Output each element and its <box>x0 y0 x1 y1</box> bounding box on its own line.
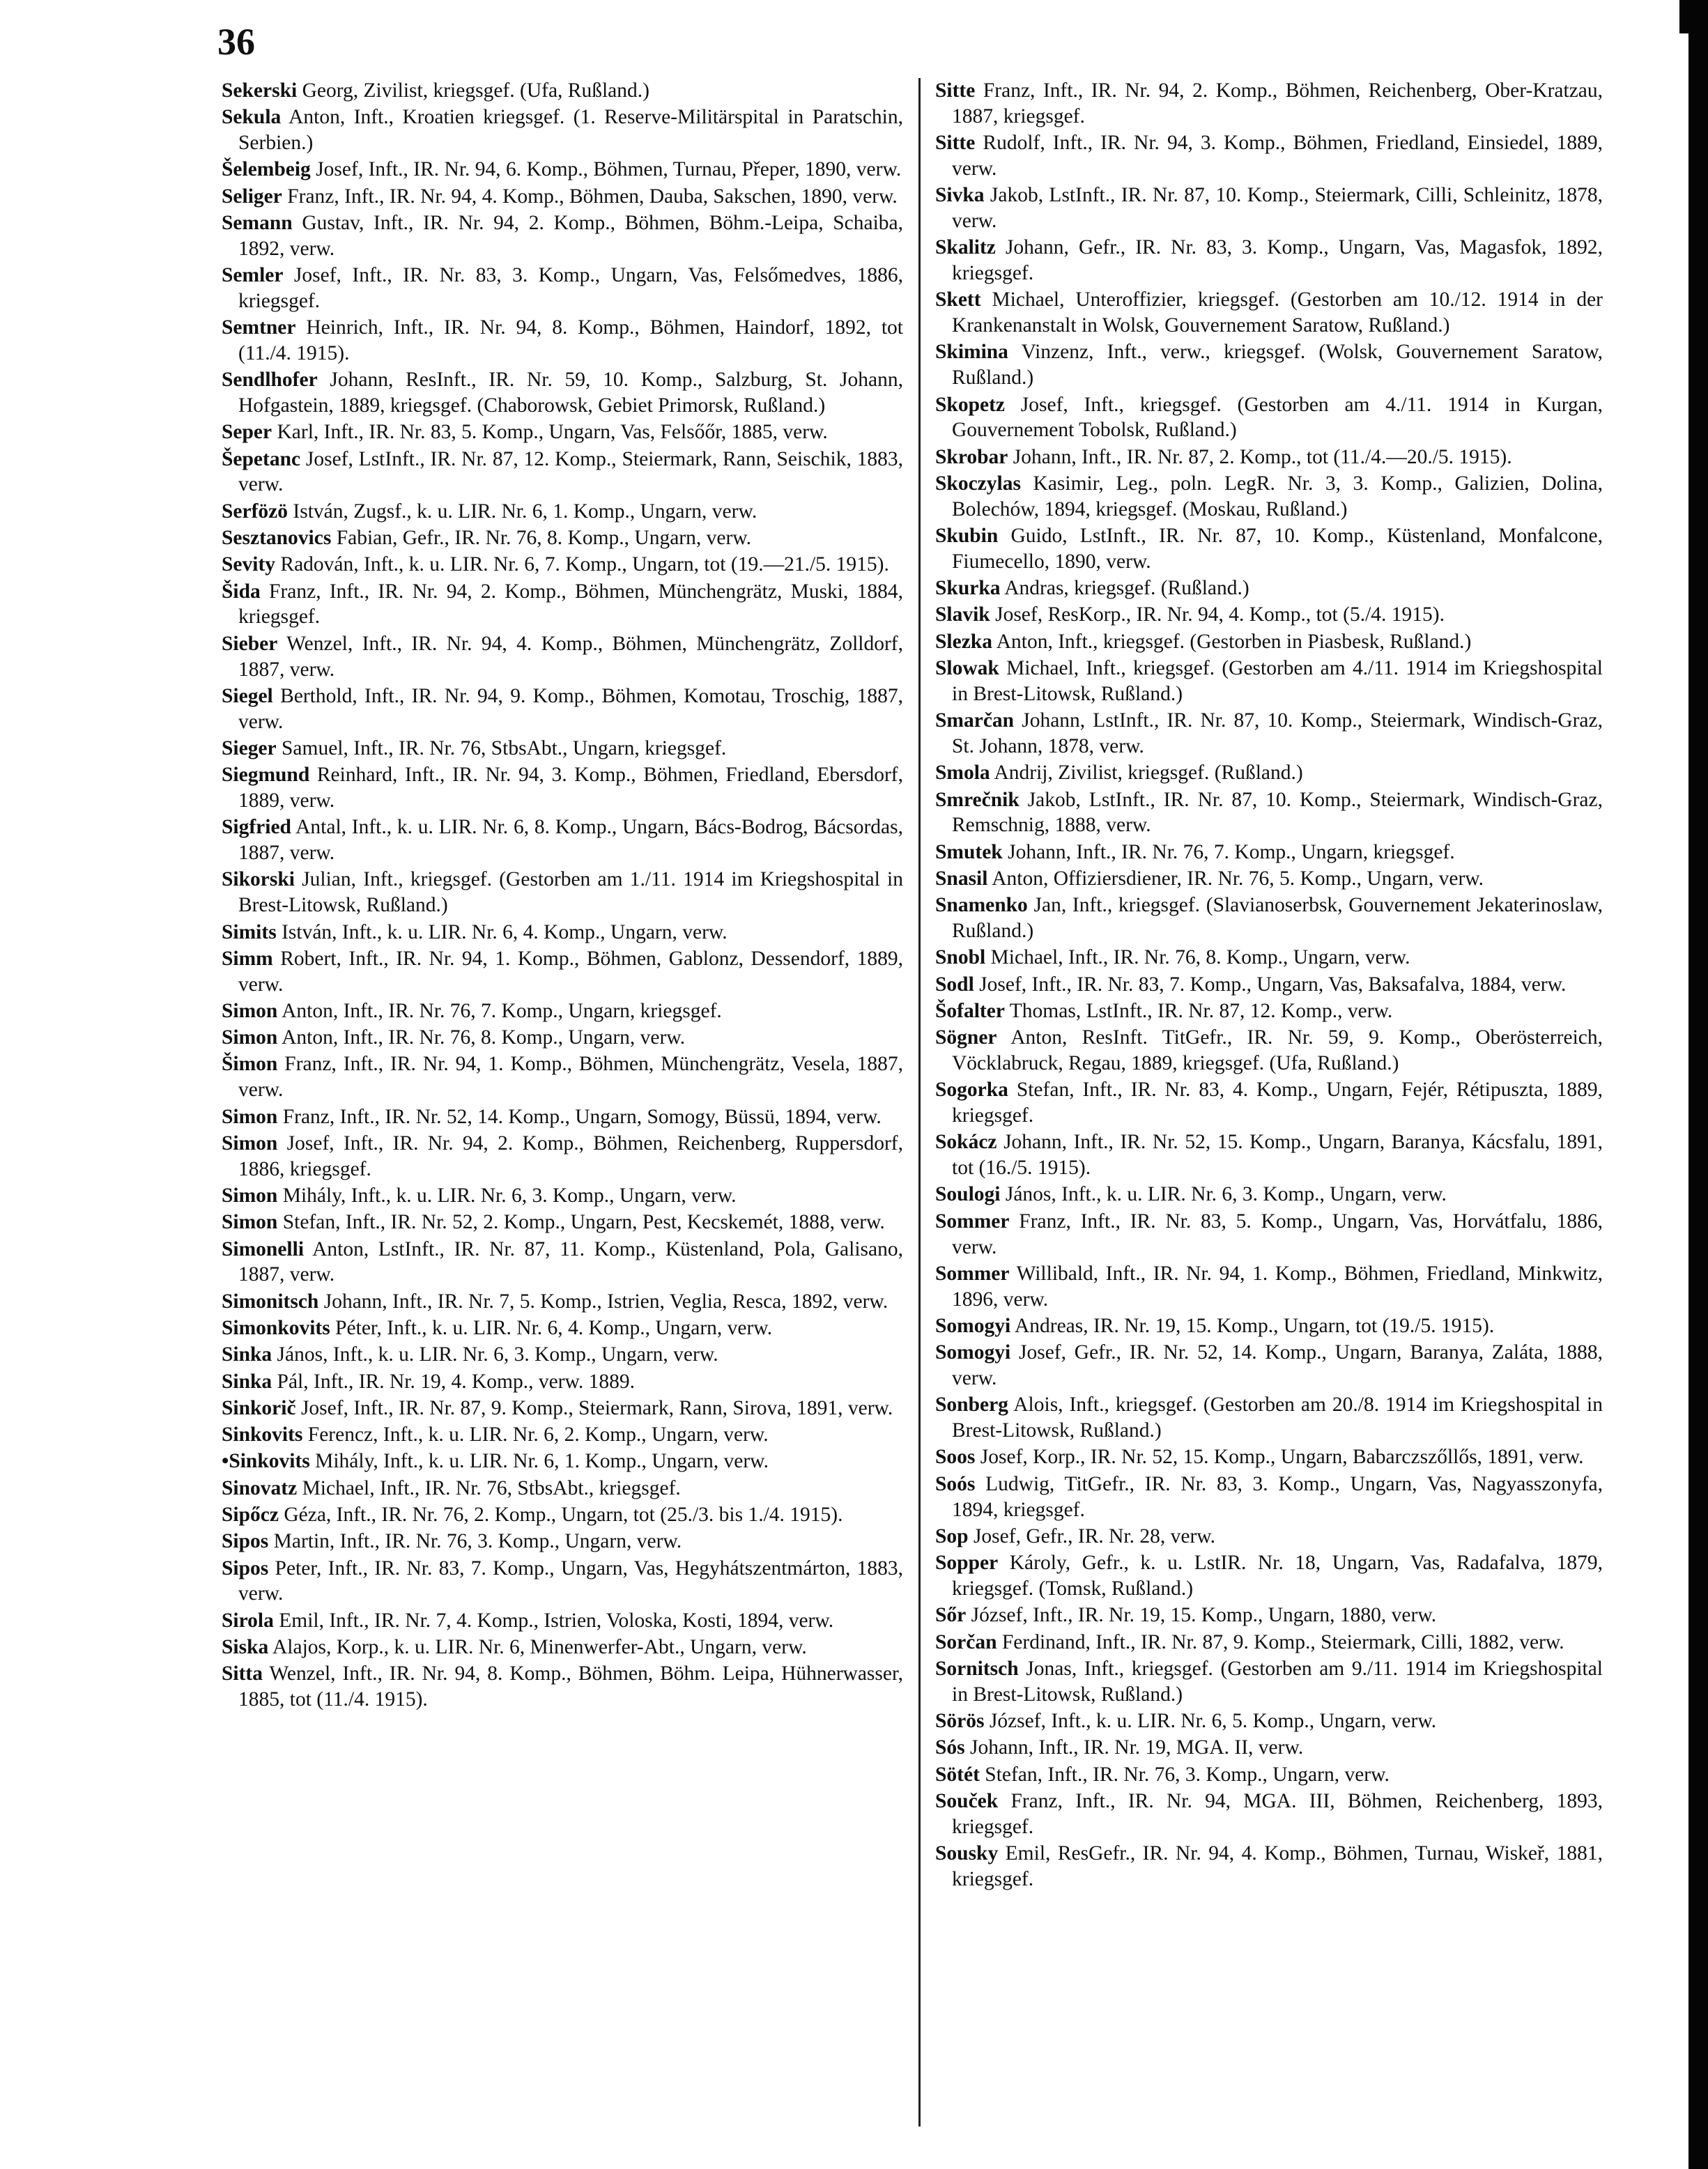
entry-details: Franz, Inft., IR. Nr. 94, 4. Komp., Böhmen, Dauba, Sakschen, 1890, verw. <box>287 185 898 208</box>
list-entry <box>935 78 1603 130</box>
list-entry <box>935 760 1603 786</box>
entry-surname: Sesztanovics <box>222 527 332 550</box>
entry-details: Mihály, Inft., k. u. LIR. Nr. 6, 1. Komp., Ungarn, verw. <box>315 1450 769 1473</box>
list-entry <box>935 1550 1603 1602</box>
list-entry <box>222 157 903 183</box>
entry-details: Anton, Inft., kriegsgef. (Gestorben in Piasbesk, Rußland.) <box>996 630 1472 653</box>
entry-details: Josef, Inft., IR. Nr. 83, 7. Komp., Ungarn, Vas, Baksafalva, 1884, verw. <box>979 973 1567 996</box>
entry-surname: Šepetanc <box>222 447 301 470</box>
entry-surname: Simonelli <box>222 1237 305 1260</box>
entry-details: Willibald, Inft., IR. Nr. 94, 1. Komp., Böhmen, Friedland, Minkwitz, 1896, verw. <box>952 1262 1603 1311</box>
entry-surname: Simon <box>222 1105 278 1128</box>
list-entry <box>222 1369 903 1395</box>
entry-surname: Skalitz <box>935 236 996 259</box>
list-entry <box>222 499 903 525</box>
entry-details: Jonas, Inft., kriegsgef. (Gestorben am 9./11. 1914 im Kriegshospital in Brest-Litowsk, Rußland.) <box>952 1657 1603 1706</box>
entry-surname: Serfözö <box>222 500 288 523</box>
entry-details: Julian, Inft., kriegsgef. (Gestorben am 1./11. 1914 im Kriegshospital in Brest-Litowsk, Rußland.) <box>238 868 903 917</box>
column-divider <box>918 78 921 2126</box>
list-entry <box>935 1708 1603 1734</box>
entry-surname: Sitte <box>935 132 976 155</box>
entry-surname: Sipőcz <box>222 1504 279 1527</box>
entry-surname: Smutek <box>935 840 1003 863</box>
list-entry <box>222 1210 903 1235</box>
entry-details: Johann, Inft., IR. Nr. 7, 5. Komp., Istrien, Veglia, Resca, 1892, verw. <box>323 1290 888 1313</box>
list-entry <box>222 1131 903 1182</box>
list-entry <box>222 1396 903 1421</box>
entry-details: Fabian, Gefr., IR. Nr. 76, 8. Komp., Ungarn, verw. <box>336 527 752 550</box>
entry-details: Georg, Zivilist, kriegsgef. (Ufa, Rußland.) <box>302 79 649 102</box>
entry-surname: Skimina <box>935 341 1008 364</box>
entry-details: Johann, Gefr., IR. Nr. 83, 3. Komp., Ungarn, Vas, Magasfok, 1892, kriegsgef. <box>952 236 1603 285</box>
list-entry <box>222 552 903 578</box>
entry-details: Jakob, LstInft., IR. Nr. 87, 10. Komp., Steiermark, Windisch-Graz, Remschnig, 1888, verw. <box>952 788 1603 837</box>
entry-surname: Sevity <box>222 553 276 576</box>
list-entry <box>222 579 903 631</box>
entry-details: Robert, Inft., IR. Nr. 94, 1. Komp., Böhmen, Gablonz, Dessendorf, 1889, verw. <box>238 947 903 996</box>
entry-details: Johann, ResInft., IR. Nr. 59, 10. Komp., Salzburg, St. Johann, Hofgastein, 1889, kriegsgef. (Chaborowsk, Gebiet Primorsk, Rußland.) <box>238 369 903 417</box>
list-entry <box>222 447 903 498</box>
entry-details: Franz, Inft., IR. Nr. 94, 1. Komp., Böhmen, Münchengrätz, Vesela, 1887, verw. <box>238 1053 903 1102</box>
entry-details: József, Inft., IR. Nr. 19, 15. Komp., Ungarn, 1880, verw. <box>971 1604 1437 1627</box>
entry-details: Wenzel, Inft., IR. Nr. 94, 4. Komp., Böhmen, Münchengrätz, Zolldorf, 1887, verw. <box>238 632 903 681</box>
list-entry <box>222 1289 903 1315</box>
entry-details: Péter, Inft., k. u. LIR. Nr. 6, 4. Komp., Ungarn, verw. <box>335 1316 773 1339</box>
left-column <box>222 78 903 2140</box>
list-entry <box>222 762 903 814</box>
entry-surname: Simonkovits <box>222 1316 330 1339</box>
entry-details: Karl, Inft., IR. Nr. 83, 5. Komp., Ungarn, Vas, Felsőőr, 1885, verw. <box>277 421 828 444</box>
entry-details: Johann, Inft., IR. Nr. 87, 2. Komp., tot (11./4.—20./5. 1915). <box>1013 445 1512 468</box>
entry-surname: Slowak <box>935 657 999 680</box>
entry-details: Jan, Inft., kriegsgef. (Slavianoserbsk, Gouvernement Jekaterinoslaw, Rußland.) <box>952 894 1603 942</box>
entry-details: István, Inft., k. u. LIR. Nr. 6, 4. Komp., Ungarn, verw. <box>282 920 728 943</box>
entry-details: Josef, Gefr., IR. Nr. 28, verw. <box>973 1525 1216 1547</box>
list-entry <box>222 946 903 998</box>
list-entry <box>222 867 903 918</box>
entry-surname: Skopetz <box>935 393 1005 416</box>
entry-details: Vinzenz, Inft., verw., kriegsgef. (Wolsk, Gouvernement Saratow, Rußland.) <box>952 341 1603 389</box>
list-entry <box>935 1261 1603 1313</box>
list-entry <box>935 183 1603 234</box>
entry-details: Antal, Inft., k. u. LIR. Nr. 6, 8. Komp., Ungarn, Bács-Bodrog, Bácsordas, 1887, verw. <box>238 816 903 865</box>
entry-details: János, Inft., k. u. LIR. Nr. 6, 3. Komp., Ungarn, verw. <box>1005 1183 1447 1206</box>
entry-surname: Sipos <box>222 1530 269 1553</box>
entry-details: Franz, Inft., IR. Nr. 94, 2. Komp., Böhmen, Reichenberg, Ober-Kratzau, 1887, kriegsgef. <box>952 79 1603 128</box>
entry-surname: Sirola <box>222 1609 274 1632</box>
entry-details: Josef, Inft., IR. Nr. 94, 6. Komp., Böhmen, Turnau, Přeper, 1890, verw. <box>316 158 902 181</box>
list-entry <box>222 998 903 1024</box>
entry-surname: Simon <box>222 1026 278 1049</box>
entry-surname: Sögner <box>935 1026 997 1049</box>
entry-surname: Skurka <box>935 577 1001 600</box>
entry-surname: Šimon <box>222 1053 278 1076</box>
list-entry <box>222 1635 903 1660</box>
entry-details: Johann, Inft., IR. Nr. 52, 15. Komp., Ungarn, Baranya, Kácsfalu, 1891, tot (16./5. 1915). <box>952 1131 1603 1180</box>
entry-details: Ludwig, TitGefr., IR. Nr. 83, 3. Komp., Ungarn, Vas, Nagyasszonyfa, 1894, kriegsgef. <box>952 1472 1603 1521</box>
list-entry <box>935 945 1603 971</box>
entry-details: Mihály, Inft., k. u. LIR. Nr. 6, 3. Komp., Ungarn, verw. <box>282 1184 737 1207</box>
list-entry <box>222 1502 903 1528</box>
entry-details: Andras, kriegsgef. (Rußland.) <box>1004 577 1249 600</box>
list-entry <box>222 1476 903 1502</box>
entry-surname: Sieger <box>222 736 277 759</box>
entry-surname: Sodl <box>935 973 974 996</box>
entry-details: Josef, Inft., IR. Nr. 83, 3. Komp., Ungarn, Vas, Felsőmedves, 1886, kriegsgef. <box>238 264 903 312</box>
entry-surname: Semtner <box>222 316 296 339</box>
entry-surname: Snasil <box>935 867 988 890</box>
entry-details: Michael, Inft., IR. Nr. 76, 8. Komp., Ungarn, verw. <box>990 946 1410 969</box>
entry-surname: Slavik <box>935 603 990 626</box>
list-entry <box>935 1077 1603 1129</box>
entry-details: Anton, LstInft., IR. Nr. 87, 11. Komp., Küstenland, Pola, Galisano, 1887, verw. <box>238 1237 903 1286</box>
page-number: 36 <box>217 21 255 63</box>
entry-details: Franz, Inft., IR. Nr. 83, 5. Komp., Ungarn, Vas, Horvátfalu, 1886, verw. <box>952 1210 1603 1258</box>
list-entry <box>222 815 903 866</box>
entry-surname: Sivka <box>935 184 985 207</box>
entry-details: Franz, Inft., IR. Nr. 94, MGA. III, Böhmen, Reichenberg, 1893, kriegsgef. <box>952 1789 1603 1838</box>
list-entry <box>935 998 1603 1024</box>
entry-surname: Sorčan <box>935 1630 997 1653</box>
entry-details: Jakob, LstInft., IR. Nr. 87, 10. Komp., Steiermark, Cilli, Schleinitz, 1878, verw. <box>952 184 1603 232</box>
entry-surname: Snamenko <box>935 894 1028 917</box>
entry-details: János, Inft., k. u. LIR. Nr. 6, 3. Komp., Ungarn, verw. <box>277 1343 718 1366</box>
entry-details: Gustav, Inft., IR. Nr. 94, 2. Komp., Böhmen, Böhm.-Leipa, Schaiba, 1892, verw. <box>238 211 903 260</box>
entry-details: Josef, LstInft., IR. Nr. 87, 12. Komp., Steiermark, Rann, Seischik, 1883, verw. <box>238 447 903 496</box>
entry-details: Anton, Offiziersdiener, IR. Nr. 76, 5. Komp., Ungarn, verw. <box>992 867 1484 890</box>
entry-details: Josef, Inft., kriegsgef. (Gestorben am 4./11. 1914 in Kurgan, Gouvernement Tobolsk, Rußland.) <box>952 393 1603 442</box>
list-entry <box>935 1340 1603 1391</box>
entry-details: Stefan, Inft., IR. Nr. 83, 4. Komp., Ungarn, Fejér, Rétipuszta, 1889, kriegsgef. <box>952 1079 1603 1127</box>
list-entry <box>222 525 903 551</box>
list-entry <box>222 78 903 104</box>
list-entry <box>935 708 1603 759</box>
entry-surname: Sós <box>935 1736 965 1759</box>
entry-surname: Skrobar <box>935 445 1008 468</box>
list-entry <box>222 1104 903 1130</box>
entry-surname: Sornitsch <box>935 1657 1019 1680</box>
entry-details: Anton, Inft., IR. Nr. 76, 8. Komp., Ungarn, verw. <box>282 1026 686 1049</box>
entry-details: Károly, Gefr., k. u. LstIR. Nr. 18, Ungarn, Vas, Radafalva, 1879, kriegsgef. (Tomsk, Rußland.) <box>952 1552 1603 1600</box>
entry-surname: Siska <box>222 1636 269 1659</box>
entry-details: Radován, Inft., k. u. LIR. Nr. 6, 7. Komp., Ungarn, tot (19.—21./5. 1915). <box>280 553 889 576</box>
entry-surname: Soulogi <box>935 1183 1001 1206</box>
entry-details: Josef, ResKorp., IR. Nr. 94, 4. Komp., tot (5./4. 1915). <box>995 603 1445 626</box>
entry-surname: Sop <box>935 1525 969 1547</box>
entry-surname: Slezka <box>935 630 992 653</box>
entry-details: Anton, ResInft. TitGefr., IR. Nr. 59, 9. Komp., Oberösterreich, Vöcklabruck, Regau, 1889, kriegsgef. (Ufa, Rußland.) <box>952 1026 1603 1074</box>
entry-details: Rudolf, Inft., IR. Nr. 94, 3. Komp., Böhmen, Friedland, Einsiedel, 1889, verw. <box>952 132 1603 180</box>
list-entry <box>935 893 1603 944</box>
entry-surname: Sokácz <box>935 1131 997 1154</box>
entry-surname: Smrečnik <box>935 788 1020 811</box>
entry-surname: Sörös <box>935 1709 985 1732</box>
entry-surname: Somogyi <box>935 1341 1011 1364</box>
list-entry <box>222 1449 903 1474</box>
list-entry <box>935 130 1603 182</box>
list-entry <box>935 1789 1603 1840</box>
list-entry <box>222 210 903 262</box>
entry-surname: Semann <box>222 211 293 234</box>
list-entry <box>935 1444 1603 1470</box>
list-entry <box>935 576 1603 601</box>
list-entry <box>222 920 903 945</box>
list-entry <box>935 287 1603 339</box>
entry-details: Guido, LstInft., IR. Nr. 87, 10. Komp., Küstenland, Monfalcone, Fiumecello, 1890, verw. <box>952 525 1603 573</box>
list-entry <box>935 1841 1603 1892</box>
list-entry <box>935 523 1603 575</box>
entry-details: Josef, Inft., IR. Nr. 94, 2. Komp., Böhmen, Reichenberg, Ruppersdorf, 1886, kriegsgef. <box>238 1132 903 1180</box>
entry-details: Alajos, Korp., k. u. LIR. Nr. 6, Minenwerfer-Abt., Ungarn, verw. <box>272 1636 807 1659</box>
list-entry <box>935 1313 1603 1339</box>
entry-surname: Simits <box>222 920 277 943</box>
right-column <box>935 78 1603 2140</box>
list-entry <box>222 1025 903 1051</box>
entry-surname: Sikorski <box>222 868 295 891</box>
entry-surname: Sekerski <box>222 79 298 102</box>
list-entry <box>935 972 1603 998</box>
entry-details: Anton, Inft., Kroatien kriegsgef. (1. Reserve-Militärspital in Paratschin, Serbien.) <box>238 106 903 155</box>
list-entry <box>222 419 903 445</box>
entry-details: Johann, LstInft., IR. Nr. 87, 10. Komp., Steiermark, Windisch-Graz, St. Johann, 1878, verw. <box>952 709 1603 757</box>
entry-surname: Sitta <box>222 1662 263 1685</box>
entry-details: Michael, Inft., kriegsgef. (Gestorben am 4./11. 1914 im Kriegshospital in Brest-Litowsk, Rußland.) <box>952 657 1603 705</box>
entry-surname: Sigfried <box>222 816 291 839</box>
list-entry <box>935 235 1603 286</box>
list-entry <box>935 471 1603 523</box>
entry-details: Franz, Inft., IR. Nr. 94, 2. Komp., Böhmen, Münchengrätz, Muski, 1884, kriegsgef. <box>238 580 903 628</box>
entry-details: Michael, Unteroffizier, kriegsgef. (Gestorben am 10./12. 1914 in der Krankenanstalt in Wolsk, Gouvernement Saratow, Rußland.) <box>952 288 1603 337</box>
entry-surname: Šofalter <box>935 999 1005 1022</box>
entry-surname: Sinka <box>222 1370 272 1393</box>
list-entry <box>935 1603 1603 1628</box>
entry-surname: Sopper <box>935 1552 999 1575</box>
list-entry <box>935 1656 1603 1708</box>
list-entry <box>222 367 903 419</box>
entry-surname: Smola <box>935 762 990 785</box>
entry-surname: Sonberg <box>935 1394 1008 1417</box>
list-entry <box>935 602 1603 628</box>
list-entry <box>935 1472 1603 1523</box>
entry-details: Emil, ResGefr., IR. Nr. 94, 4. Komp., Böhmen, Turnau, Wiskeř, 1881, kriegsgef. <box>952 1842 1603 1890</box>
entry-surname: Somogyi <box>935 1314 1011 1337</box>
entry-details: Pál, Inft., IR. Nr. 19, 4. Komp., verw. 1889. <box>277 1370 636 1393</box>
entry-details: Alois, Inft., kriegsgef. (Gestorben am 20./8. 1914 im Kriegshospital in Brest-Litowsk, Rußland.) <box>952 1394 1603 1442</box>
entry-details: Michael, Inft., IR. Nr. 76, StbsAbt., kriegsgef. <box>302 1476 681 1499</box>
entry-details: Johann, Inft., IR. Nr. 76, 7. Komp., Ungarn, kriegsgef. <box>1008 840 1455 863</box>
entry-surname: Seper <box>222 421 272 444</box>
entry-surname: Šelembeig <box>222 158 311 181</box>
list-entry <box>935 1735 1603 1761</box>
entry-details: Ferencz, Inft., k. u. LIR. Nr. 6, 2. Komp., Ungarn, verw. <box>307 1423 769 1446</box>
entry-surname: Siegmund <box>222 764 310 787</box>
entry-details: Reinhard, Inft., IR. Nr. 94, 3. Komp., Böhmen, Friedland, Ebersdorf, 1889, verw. <box>238 764 903 812</box>
list-entry <box>222 1342 903 1368</box>
list-entry <box>222 736 903 762</box>
entry-details: Josef, Inft., IR. Nr. 87, 9. Komp., Steiermark, Rann, Sirova, 1891, verw. <box>300 1396 893 1419</box>
list-entry <box>222 684 903 735</box>
entry-details: Berthold, Inft., IR. Nr. 94, 9. Komp., Böhmen, Komotau, Troschig, 1887, verw. <box>238 684 903 733</box>
entry-details: Stefan, Inft., IR. Nr. 76, 3. Komp., Ungarn, verw. <box>985 1763 1390 1786</box>
entry-surname: Simon <box>222 1211 278 1234</box>
entry-details: Géza, Inft., IR. Nr. 76, 2. Komp., Ungarn, tot (25./3. bis 1./4. 1915). <box>284 1504 843 1527</box>
entry-surname: Sinka <box>222 1343 272 1366</box>
entry-details: József, Inft., k. u. LIR. Nr. 6, 5. Komp., Ungarn, verw. <box>989 1709 1437 1732</box>
entry-surname: Sommer <box>935 1262 1010 1285</box>
entry-details: Josef, Korp., IR. Nr. 52, 15. Komp., Ungarn, Babarczszőllős, 1891, verw. <box>980 1446 1584 1469</box>
list-entry <box>935 445 1603 470</box>
list-entry <box>222 1661 903 1713</box>
entry-details: Ferdinand, Inft., IR. Nr. 87, 9. Komp., Steiermark, Cilli, 1882, verw. <box>1001 1630 1564 1653</box>
list-entry <box>935 866 1603 892</box>
list-entry <box>935 1630 1603 1655</box>
list-entry <box>935 787 1603 839</box>
list-entry <box>222 1237 903 1288</box>
scan-border <box>1688 0 1708 2169</box>
entry-surname: Smarčan <box>935 709 1015 732</box>
entry-surname: Soos <box>935 1446 976 1469</box>
list-entry <box>222 1183 903 1209</box>
list-entry <box>222 105 903 156</box>
list-entry <box>222 1051 903 1103</box>
entry-surname: Simonitsch <box>222 1290 319 1313</box>
entry-details: Stefan, Inft., IR. Nr. 52, 2. Komp., Ungarn, Pest, Kecskemét, 1888, verw. <box>282 1211 885 1234</box>
list-entry <box>222 1529 903 1554</box>
list-entry <box>935 1762 1603 1788</box>
list-entry <box>222 263 903 314</box>
entry-surname: Šida <box>222 580 261 603</box>
list-entry <box>935 339 1603 391</box>
entry-surname: Simm <box>222 947 273 970</box>
entry-details: Samuel, Inft., IR. Nr. 76, StbsAbt., Ungarn, kriegsgef. <box>282 736 727 759</box>
entry-surname: Skett <box>935 288 981 311</box>
entry-details: Anton, Inft., IR. Nr. 76, 7. Komp., Ungarn, kriegsgef. <box>282 999 722 1022</box>
entry-surname: Sötét <box>935 1763 980 1786</box>
entry-surname: Sinkovits <box>222 1423 303 1446</box>
entry-surname: Sendlhofer <box>222 369 318 392</box>
entry-details: Martin, Inft., IR. Nr. 76, 3. Komp., Ungarn, verw. <box>273 1530 682 1553</box>
entry-surname: Sieber <box>222 632 278 655</box>
entry-surname: Simon <box>222 1184 278 1207</box>
entry-details: Wenzel, Inft., IR. Nr. 94, 8. Komp., Böhmen, Böhm. Leipa, Hühnerwasser, 1885, tot (11./4. 1915). <box>238 1662 903 1711</box>
entry-surname: Sogorka <box>935 1079 1008 1102</box>
list-entry <box>935 1129 1603 1181</box>
list-entry <box>935 840 1603 865</box>
entry-surname: Sitte <box>935 79 976 102</box>
entry-surname: Siegel <box>222 684 273 707</box>
entry-details: Heinrich, Inft., IR. Nr. 94, 8. Komp., Böhmen, Haindorf, 1892, tot (11./4. 1915). <box>238 316 903 364</box>
entry-details: Franz, Inft., IR. Nr. 52, 14. Komp., Ungarn, Somogy, Büssü, 1894, verw. <box>282 1105 882 1128</box>
list-entry <box>935 1209 1603 1260</box>
list-entry <box>222 1556 903 1607</box>
list-entry <box>222 184 903 210</box>
list-entry <box>222 631 903 683</box>
entry-surname: Simon <box>222 1132 278 1155</box>
entry-surname: Sinovatz <box>222 1476 298 1499</box>
entry-surname: Sőr <box>935 1604 967 1627</box>
scan-corner <box>1679 0 1708 33</box>
entry-surname: Sousky <box>935 1842 999 1865</box>
list-entry <box>222 315 903 366</box>
list-entry <box>935 1392 1603 1444</box>
entry-surname: Sommer <box>935 1210 1010 1233</box>
list-entry <box>935 629 1603 655</box>
entry-details: Johann, Inft., IR. Nr. 19, MGA. II, verw. <box>970 1736 1304 1759</box>
entry-details: Thomas, LstInft., IR. Nr. 87, 12. Komp., verw. <box>1009 999 1393 1022</box>
entry-details: Emil, Inft., IR. Nr. 7, 4. Komp., Istrien, Voloska, Kosti, 1894, verw. <box>279 1609 834 1632</box>
entry-surname: •Sinkovits <box>222 1450 310 1473</box>
entry-details: István, Zugsf., k. u. LIR. Nr. 6, 1. Komp., Ungarn, verw. <box>293 500 757 523</box>
entry-surname: Seliger <box>222 185 282 208</box>
entry-details: Kasimir, Leg., poln. LegR. Nr. 3, 3. Komp., Galizien, Dolina, Bolechów, 1894, kriegsgef. (Moskau, Rußland.) <box>952 472 1603 520</box>
entry-surname: Sipos <box>222 1557 269 1580</box>
list-entry <box>935 656 1603 707</box>
entry-surname: Soós <box>935 1472 976 1495</box>
entry-surname: Snobl <box>935 946 986 969</box>
list-entry <box>935 1182 1603 1207</box>
entry-surname: Semler <box>222 264 284 287</box>
list-entry <box>222 1315 903 1341</box>
list-entry <box>935 1025 1603 1076</box>
list-entry <box>935 392 1603 444</box>
entry-surname: Simon <box>222 999 278 1022</box>
list-entry <box>222 1608 903 1634</box>
entry-details: Andrij, Zivilist, kriegsgef. (Rußland.) <box>994 762 1303 785</box>
entry-surname: Skoczylas <box>935 472 1021 495</box>
entry-surname: Souček <box>935 1789 999 1812</box>
list-entry <box>935 1524 1603 1550</box>
entry-surname: Sekula <box>222 106 282 129</box>
entry-surname: Sinkorič <box>222 1396 296 1419</box>
entry-details: Andreas, IR. Nr. 19, 15. Komp., Ungarn, tot (19./5. 1915). <box>1014 1314 1495 1337</box>
entry-surname: Skubin <box>935 525 999 548</box>
entry-details: Peter, Inft., IR. Nr. 83, 7. Komp., Ungarn, Vas, Hegyhátszentmárton, 1883, verw. <box>238 1557 903 1605</box>
entry-details: Josef, Gefr., IR. Nr. 52, 14. Komp., Ungarn, Baranya, Zaláta, 1888, verw. <box>952 1341 1603 1390</box>
list-entry <box>222 1422 903 1448</box>
